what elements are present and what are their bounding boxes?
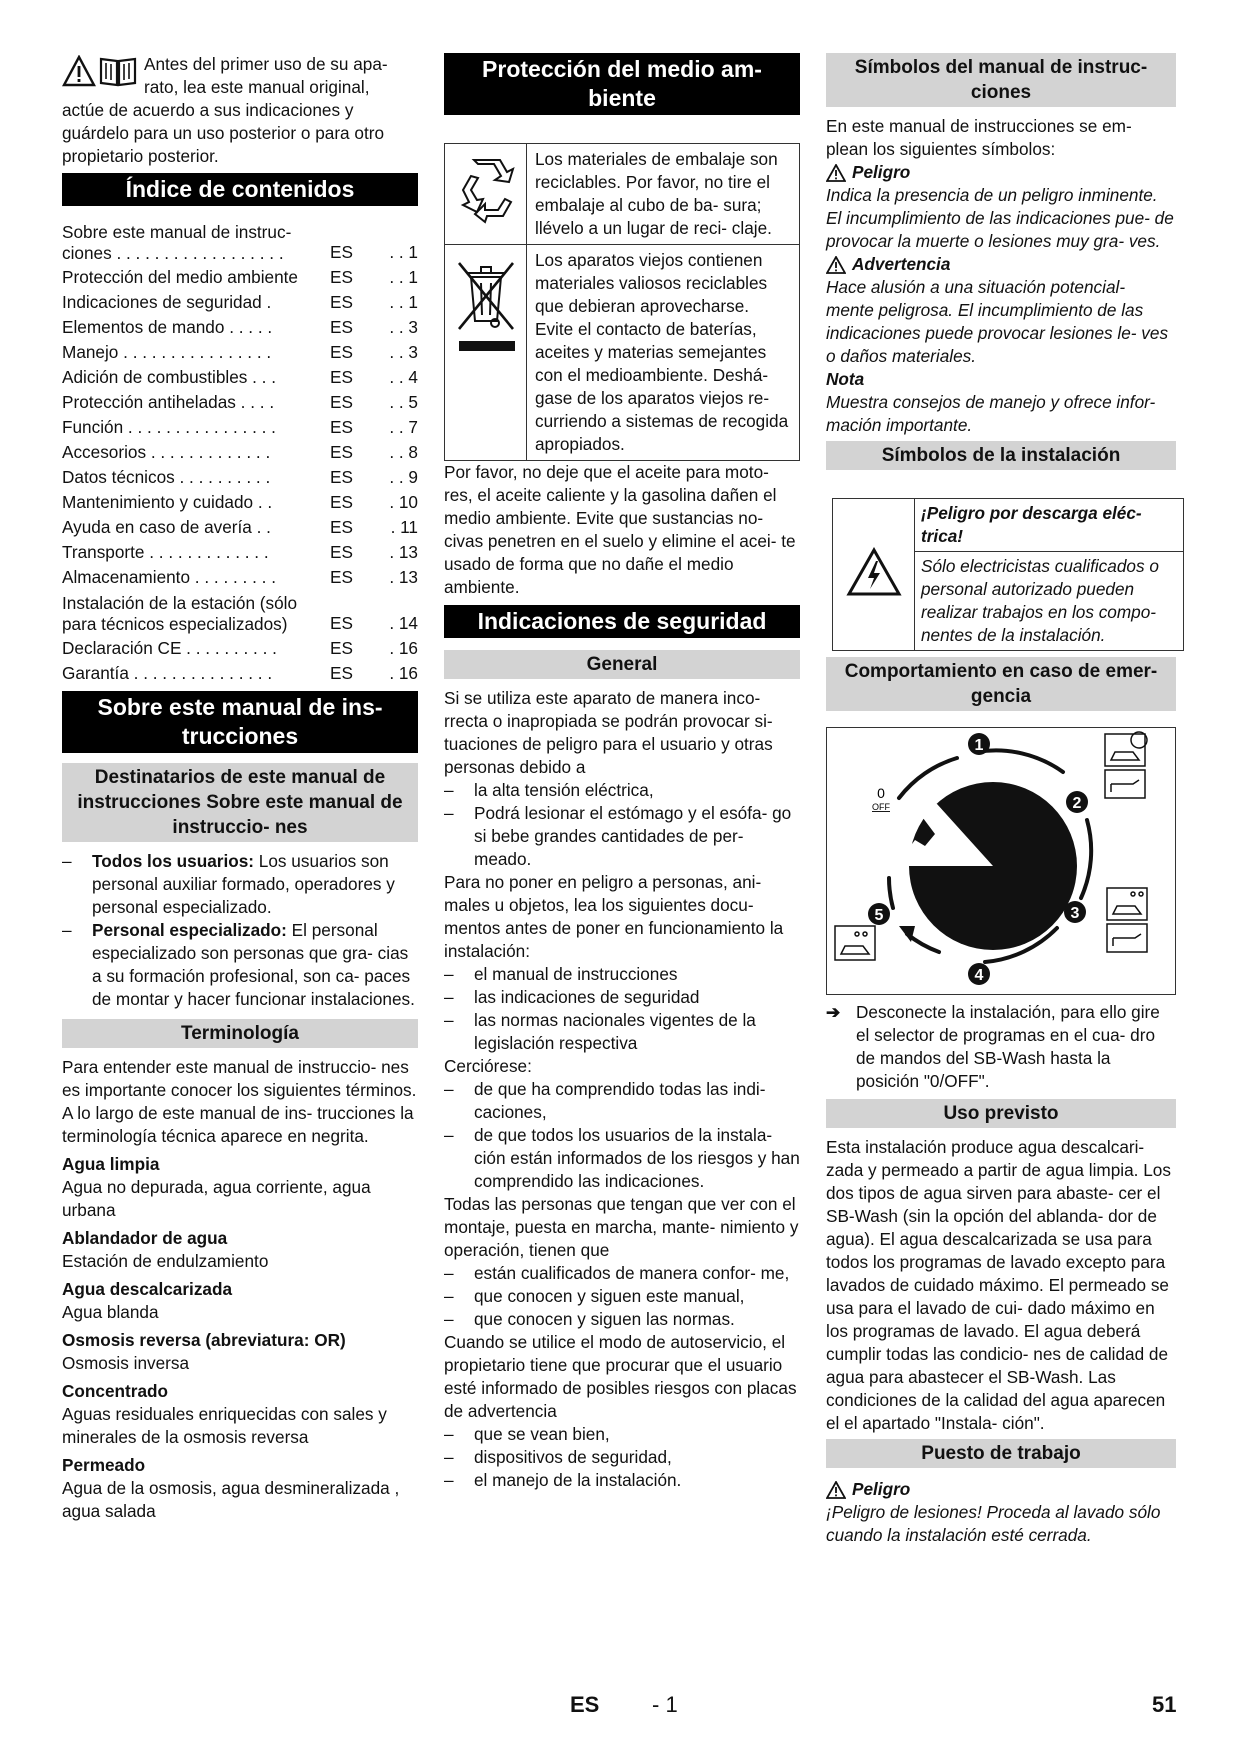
workplace-heading: Puesto de trabajo — [826, 1439, 1176, 1468]
warning-label: Advertencia — [826, 253, 1176, 276]
environment-table — [444, 143, 800, 461]
list-item: – las normas nacionales vigentes de la legislación respectiva — [444, 1010, 756, 1053]
page-number: 51 — [1152, 1692, 1177, 1717]
term-name: Osmosis reversa (abreviatura: OR) — [62, 1330, 346, 1350]
term-definition: Agua no depurada, agua corriente, agua urbana — [62, 1177, 371, 1220]
warning-triangle-icon — [826, 164, 846, 182]
toc-entry-title: Datos técnicos . . . . . . . . . . — [62, 467, 271, 487]
toc-entry-lang: ES — [330, 267, 353, 287]
toc-entry[interactable] — [62, 364, 418, 389]
intro-text: actúe de acuerdo a sus indicaciones y guárdelo para un uso posterior o para otro propietario posterior. — [62, 100, 384, 166]
terminology-intro: Para entender este manual de instruccio- nes es importante conocer los siguientes términos. A lo largo de este manual de ins- trucciones la terminología técnica aparece en negrita. — [62, 1057, 417, 1146]
intended-use-text: Esta instalación produce agua descalcari- zada y permeado a partir de agua limpia. Los dos tipos de agua sirven para abaste- cer el SB-Wash (sin la opción del ablanda- dor de agua). El agua descalcarizada se usa para todos los programas de lavado excepto para lavados de cuidado máximo. El permeado se usa para el lavado de cui- dado máximo en los programas de lavado. El agua deberá cumplir todas las condicio- nes de calidad de agua para abastecer el SB-Wash. Las condiciones de la calidad del agua aparecen el el apartado "Instala- ción". — [826, 1137, 1171, 1433]
toc-entry-title: Almacenamiento . . . . . . . . . — [62, 567, 276, 587]
install-symbols-heading: Símbolos de la instalación — [826, 441, 1176, 470]
audience-list — [62, 850, 418, 1011]
svg-text:3: 3 — [1070, 905, 1080, 922]
toc-entry[interactable] — [62, 414, 418, 439]
svg-text:1: 1 — [974, 737, 984, 754]
confirm-list — [444, 1078, 800, 1193]
list-item: – de que ha comprendido todas las indi- caciones, — [444, 1079, 766, 1122]
list-item: – de que todos los usuarios de la instala- ción están informados de los riesgos y han comprendido las indicaciones. — [444, 1125, 800, 1191]
term-name: Ablandador de agua — [62, 1228, 228, 1248]
toc-entry-lang: ES — [330, 467, 353, 487]
toc-entry[interactable] — [62, 539, 418, 564]
oil-text: Por favor, no deje que el aceite para moto- res, el aceite caliente y la gasolina dañen el medio ambiente. Evite que sustancias no- civas penetren en el suelo y elimine el acei- te usado de forma que no dañe el medio ambiente. — [444, 462, 796, 597]
symbols-intro: En este manual de instrucciones se em- plean los siguientes símbolos: — [826, 116, 1132, 159]
car-wash-pictogram — [1105, 732, 1147, 766]
toc-entry[interactable] — [62, 314, 418, 339]
list-item: – las indicaciones de seguridad — [444, 987, 700, 1007]
dial-position-1 — [968, 733, 990, 755]
safety-paragraph-1: Si se utiliza este aparato de manera inco- rrecta o inapropiada se podrán provocar si- tuaciones de peligro para el usuario y otras personas debido a — [444, 688, 773, 777]
toc-entry-page: . . 8 — [389, 442, 418, 462]
toc-entry-title: Elementos de mando . . . . . — [62, 317, 273, 337]
toc-entry-title: Función . . . . . . . . . . . . . . . . — [62, 417, 276, 437]
toc-entry-lang: ES — [330, 292, 353, 312]
toc-entry-title: Indicaciones de seguridad . — [62, 292, 272, 312]
terminology-heading: Terminología — [62, 1019, 418, 1048]
toc-entry-title: Sobre este manual de instruc- ciones . . . . . . . . . . . . . . . . . . — [62, 222, 292, 263]
toc-entry[interactable] — [62, 264, 418, 289]
danger-label: Peligro — [826, 161, 1176, 184]
toc-entry-lang: ES — [330, 342, 353, 362]
emergency-heading: Comportamiento en caso de emer- gencia — [826, 657, 1176, 711]
dial-off-number: 0 — [877, 785, 885, 801]
toc-entry-page: . . 3 — [389, 342, 418, 362]
term-definition: Agua de la osmosis, agua desmineralizada , agua salada — [62, 1478, 400, 1521]
table-row — [445, 144, 800, 245]
about-heading: Sobre este manual de ins- trucciones — [62, 691, 418, 753]
footer-language: ES — [570, 1692, 600, 1717]
toc-entry-page: . 11 — [390, 517, 418, 537]
list-item: – el manejo de la instalación. — [444, 1470, 682, 1490]
signs-list — [444, 1423, 800, 1492]
term-definition: Osmosis inversa — [62, 1353, 190, 1373]
toc-entry-title: Garantía . . . . . . . . . . . . . . . — [62, 663, 273, 683]
toc-entry-lang: ES — [330, 317, 353, 337]
list-item: – Podrá lesionar el estómago y el esófa- go si bebe grandes cantidades de per- meado. — [444, 803, 792, 869]
toc-entry-lang: ES — [330, 417, 353, 437]
danger-text: Indica la presencia de un peligro inminente. El incumplimiento de las indicaciones pue- de provocar la muerte o lesiones muy gra- ves. — [826, 185, 1174, 251]
toc-entry-page: . 14 — [389, 613, 418, 633]
toc-entry-lang: ES — [330, 392, 353, 412]
car-drops-pictogram — [835, 926, 875, 960]
term-definition: Agua blanda — [62, 1302, 159, 1322]
toc-entry-page: . . 3 — [389, 317, 418, 337]
term-definition: Estación de endulzamiento — [62, 1251, 269, 1271]
toc-entry[interactable] — [62, 589, 418, 635]
term-definition: Aguas residuales enriquecidas con sales y minerales de la osmosis reversa — [62, 1404, 387, 1447]
term-name: Permeado — [62, 1455, 146, 1475]
toc-entry-page: . . 1 — [389, 267, 418, 287]
toc-entry[interactable] — [62, 635, 418, 660]
safety-paragraph-5: Cuando se utilice el modo de autoservicio, el propietario tiene que procurar que el usuario esté informado de posibles riesgos con placas de advertencia — [444, 1332, 797, 1421]
safety-paragraph-4: Todas las personas que tengan que ver con el montaje, puesta en marcha, mante- nimiento y operación, tienen que — [444, 1194, 799, 1260]
general-heading: General — [444, 650, 800, 679]
svg-text:5: 5 — [874, 907, 884, 924]
electric-danger-title: ¡Peligro por descarga eléc- trica! — [915, 499, 1184, 552]
safety-paragraph-2: Para no poner en peligro a personas, ani- males u objetos, lea los siguientes docu- mentos antes de poner en funcionamiento la instalación: — [444, 872, 784, 961]
list-item: – dispositivos de seguridad, — [444, 1447, 672, 1467]
intro-line-2: rato, lea este manual original, — [144, 77, 370, 97]
symbols-heading: Símbolos del manual de instruc- ciones — [826, 53, 1176, 107]
toc-entry[interactable] — [62, 389, 418, 414]
toc-entry-title: Manejo . . . . . . . . . . . . . . . . — [62, 342, 272, 362]
hazard-list — [444, 779, 800, 871]
workplace-danger-label: Peligro — [826, 1478, 1176, 1501]
toc-entry-title: Declaración CE . . . . . . . . . . — [62, 638, 277, 658]
footer-section-page: - 1 — [652, 1692, 678, 1717]
toc-entry-lang: ES — [330, 517, 353, 537]
about-subheading: Destinatarios de este manual de instrucciones Sobre este manual de instruccio- nes — [62, 763, 418, 842]
safety-paragraph-3: Cerciórese: — [444, 1056, 532, 1076]
toc-entry-page: . . 1 — [389, 292, 418, 312]
toc-entry-lang: ES — [330, 542, 353, 562]
toc-entry-title: Transporte . . . . . . . . . . . . . — [62, 542, 269, 562]
toc-entry[interactable] — [62, 289, 418, 314]
old-devices-text: Los aparatos viejos contienen materiales valiosos reciclables que debieran aprovecharse. Evite el contacto de baterías, aceites y materias semejantes con el medioambiente. Deshá- gase de los aparatos viejos re- curriendo a sistemas de recogida apropiados. — [527, 245, 800, 461]
toc-entry-page: . 13 — [389, 567, 418, 587]
intro — [62, 53, 418, 168]
toc-entry-title: Protección antiheladas . . . . — [62, 392, 275, 412]
term-name: Concentrado — [62, 1381, 168, 1401]
term-name: Agua descalcarizada — [62, 1279, 233, 1299]
safety-heading: Indicaciones de seguridad — [444, 605, 800, 638]
list-item: – Personal especializado: El personal especializado son personas que gra- cias a su formación profesional, son ca- paces de montar y hacer funcionar instalaciones. — [62, 920, 415, 1009]
toc-entry-title: Ayuda en caso de avería . . — [62, 517, 271, 537]
electric-danger-text: Sólo electricistas cualificados o personal autorizado pueden realizar trabajos en los compo- nentes de la instalación. — [915, 552, 1184, 651]
program-selector-diagram — [826, 727, 1176, 995]
term-name: Agua limpia — [62, 1154, 160, 1174]
toc-entry-lang: ES — [330, 567, 353, 587]
toc-entry-lang: ES — [330, 663, 353, 683]
note-label: Nota — [826, 369, 865, 389]
workplace-danger-text: ¡Peligro de lesiones! Proceda al lavado sólo cuando la instalación esté cerrada. — [826, 1502, 1161, 1545]
toc-entry-title: Protección del medio ambiente — [62, 267, 298, 287]
toc-entry-page: . . 7 — [389, 417, 418, 437]
warning-triangle-icon — [62, 55, 96, 87]
toc-entry[interactable] — [62, 464, 418, 489]
toc-entry[interactable] — [62, 514, 418, 539]
list-item: – que conocen y siguen las normas. — [444, 1309, 735, 1329]
dial-position-5 — [868, 903, 890, 925]
table-row — [445, 245, 800, 461]
toc-entry-page: . . 1 — [389, 242, 418, 262]
toc-entry-page: . . 4 — [389, 367, 418, 387]
car-rain-pictogram — [1107, 888, 1147, 920]
column-middle — [444, 53, 800, 1492]
svg-text:4: 4 — [974, 967, 984, 984]
toc-entry-lang: ES — [330, 638, 353, 658]
recycling-icon — [451, 154, 521, 224]
emergency-instruction: ➔ Desconecte la instalación, para ello gire el selector de programas en el cua- dro de mandos del SB-Wash hasta la posición "0/OFF". — [826, 1002, 1160, 1091]
toc-entry-lang: ES — [330, 613, 353, 633]
column-left — [62, 53, 418, 1523]
toc-entry-page: . 10 — [389, 492, 418, 512]
warning-triangle-icon — [826, 256, 846, 274]
program-selector-dial — [827, 728, 1175, 994]
warning-triangle-icon — [826, 1481, 846, 1499]
manual-book-icon — [98, 55, 138, 87]
lance-pictogram — [1107, 924, 1147, 952]
terms-list — [62, 1153, 418, 1523]
spray-lance-pictogram — [1105, 770, 1145, 798]
toc-entry[interactable] — [62, 564, 418, 589]
toc-entry-page: . . 5 — [389, 392, 418, 412]
electric-shock-icon — [846, 547, 902, 597]
table-of-contents — [62, 218, 418, 685]
list-item: – Todos los usuarios: Los usuarios son personal auxiliar formado, operadores y personal especializado. — [62, 851, 395, 917]
list-item: – el manual de instrucciones — [444, 964, 678, 984]
intended-use-heading: Uso previsto — [826, 1099, 1176, 1128]
svg-text:2: 2 — [1072, 795, 1082, 812]
electric-danger-box — [832, 498, 1184, 651]
toc-entry-title: Instalación de la estación (sólo para técnicos especializados) — [62, 593, 298, 634]
intro-line-1: Antes del primer uso de su apa- — [144, 54, 388, 74]
toc-entry-lang: ES — [330, 367, 353, 387]
toc-entry-page: . 16 — [389, 663, 418, 683]
toc-heading: Índice de contenidos — [62, 173, 418, 206]
toc-entry-page: . 13 — [389, 542, 418, 562]
personnel-list — [444, 1262, 800, 1331]
toc-entry[interactable] — [62, 660, 418, 685]
list-item: – que conocen y siguen este manual, — [444, 1286, 745, 1306]
toc-entry-lang: ES — [330, 492, 353, 512]
packaging-text: Los materiales de embalaje son reciclables. Por favor, no tire el embalaje al cubo de ba- sura; llévelo a un lugar de reci- claje. — [527, 144, 800, 245]
column-right — [826, 53, 1176, 1547]
list-item: – están cualificados de manera confor- me, — [444, 1263, 790, 1283]
toc-entry-title: Adición de combustibles . . . — [62, 367, 276, 387]
toc-entry[interactable] — [62, 218, 418, 264]
toc-entry[interactable] — [62, 339, 418, 364]
dial-position-3 — [1064, 901, 1086, 923]
toc-entry-title: Accesorios . . . . . . . . . . . . . — [62, 442, 271, 462]
arrow-right-icon: ➔ — [826, 1002, 841, 1022]
note-text: Muestra consejos de manejo y ofrece infor- mación importante. — [826, 392, 1156, 435]
toc-entry-lang: ES — [330, 242, 353, 262]
toc-entry-title: Mantenimiento y cuidado . . — [62, 492, 273, 512]
toc-entry-page: . 16 — [389, 638, 418, 658]
environment-heading: Protección del medio am- biente — [444, 53, 800, 115]
crossed-bin-icon — [451, 255, 521, 355]
list-item: – que se vean bien, — [444, 1424, 610, 1444]
toc-entry-lang: ES — [330, 442, 353, 462]
warning-text: Hace alusión a una situación potencial- mente peligrosa. El incumplimiento de las indicaciones puede provocar lesiones le- ves o daños materiales. — [826, 277, 1169, 366]
list-item: – la alta tensión eléctrica, — [444, 780, 654, 800]
toc-entry[interactable] — [62, 439, 418, 464]
dial-off-label: OFF — [872, 802, 890, 812]
dial-position-2 — [1066, 791, 1088, 813]
dial-position-4 — [968, 963, 990, 985]
documents-list — [444, 963, 800, 1055]
toc-entry-page: . . 9 — [389, 467, 418, 487]
table-row — [833, 499, 1184, 552]
toc-entry[interactable] — [62, 489, 418, 514]
